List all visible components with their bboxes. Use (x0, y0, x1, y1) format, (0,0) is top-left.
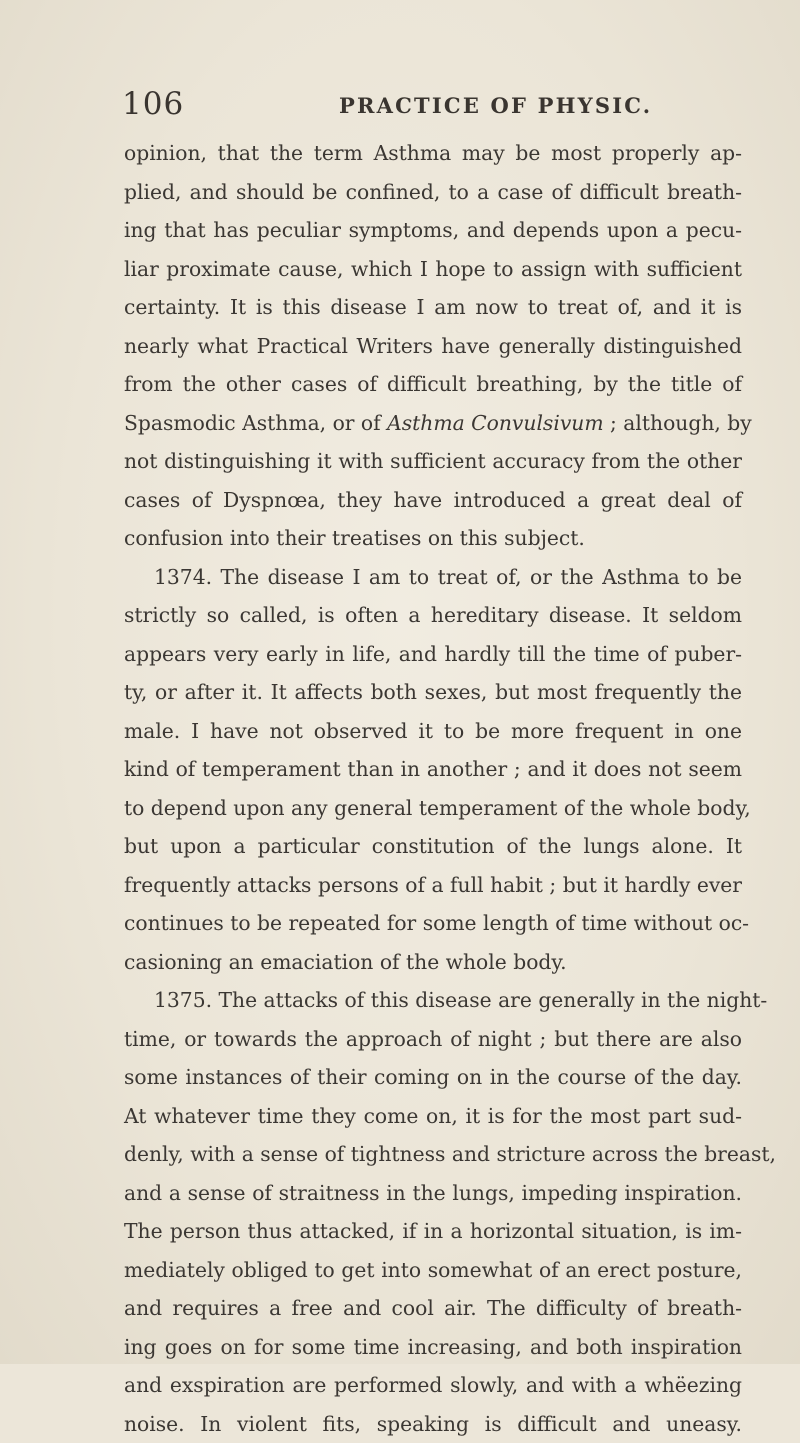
text-line: male. I have not observed it to be more frequent in one (124, 712, 742, 751)
running-head (122, 82, 742, 126)
text-line: from the other cases of difficult breathing, by the title of (124, 365, 742, 404)
text-line: frequently attacks persons of a full habit ; but it hardly ever (124, 866, 742, 905)
italic-term: Asthma Convulsivum (387, 411, 603, 435)
text-line: plied, and should be confined, to a case of difficult breath- (124, 173, 742, 212)
text-line: ing that has peculiar symptoms, and depends upon a pecu- (124, 211, 742, 250)
text-line: Spasmodic Asthma, or of Asthma Convulsivum ; although, by (124, 404, 742, 443)
text-line: At whatever time they come on, it is for the most part sud- (124, 1097, 742, 1136)
body-text (124, 134, 742, 1443)
text-line: to depend upon any general temperament of the whole body, (124, 789, 742, 828)
text-line: opinion, that the term Asthma may be most properly ap- (124, 134, 742, 173)
page-number: 106 (122, 82, 184, 126)
text-line: 1374. The disease I am to treat of, or the Asthma to be (124, 558, 742, 597)
text-line: and requires a free and cool air. The difficulty of breath- (124, 1289, 742, 1328)
text-line: nearly what Practical Writers have generally distinguished (124, 327, 742, 366)
text-line: time, or towards the approach of night ; but there are also (124, 1020, 742, 1059)
text-line: and exspiration are performed slowly, and with a whëezing (124, 1366, 742, 1405)
text-line: continues to be repeated for some length of time without oc- (124, 904, 742, 943)
text-line: casioning an emaciation of the whole body. (124, 943, 742, 982)
text-line: liar proximate cause, which I hope to assign with sufficient (124, 250, 742, 289)
text-line: The person thus attacked, if in a horizontal situation, is im- (124, 1212, 742, 1251)
text-line: cases of Dyspnœa, they have introduced a great deal of (124, 481, 742, 520)
text-line: and a sense of straitness in the lungs, impeding inspiration. (124, 1174, 742, 1213)
text-line: certainty. It is this disease I am now to treat of, and it is (124, 288, 742, 327)
text-line: appears very early in life, and hardly till the time of puber- (124, 635, 742, 674)
text-line: ing goes on for some time increasing, and both inspiration (124, 1328, 742, 1367)
text-line: strictly so called, is often a hereditary disease. It seldom (124, 596, 742, 635)
text-line: mediately obliged to get into somewhat of an erect posture, (124, 1251, 742, 1290)
text-line: denly, with a sense of tightness and stricture across the breast, (124, 1135, 742, 1174)
running-title: PRACTICE OF PHYSIC. (339, 86, 652, 126)
text-line: ty, or after it. It affects both sexes, but most frequently the (124, 673, 742, 712)
text-line: noise. In violent fits, speaking is difficult and uneasy. (124, 1405, 742, 1443)
text-line: 1375. The attacks of this disease are generally in the night- (124, 981, 742, 1020)
text-line: not distinguishing it with sufficient accuracy from the other (124, 442, 742, 481)
text-line: confusion into their treatises on this subject. (124, 519, 742, 558)
text-line: some instances of their coming on in the course of the day. (124, 1058, 742, 1097)
text-line: kind of temperament than in another ; and it does not seem (124, 750, 742, 789)
text-line: but upon a particular constitution of the lungs alone. It (124, 827, 742, 866)
